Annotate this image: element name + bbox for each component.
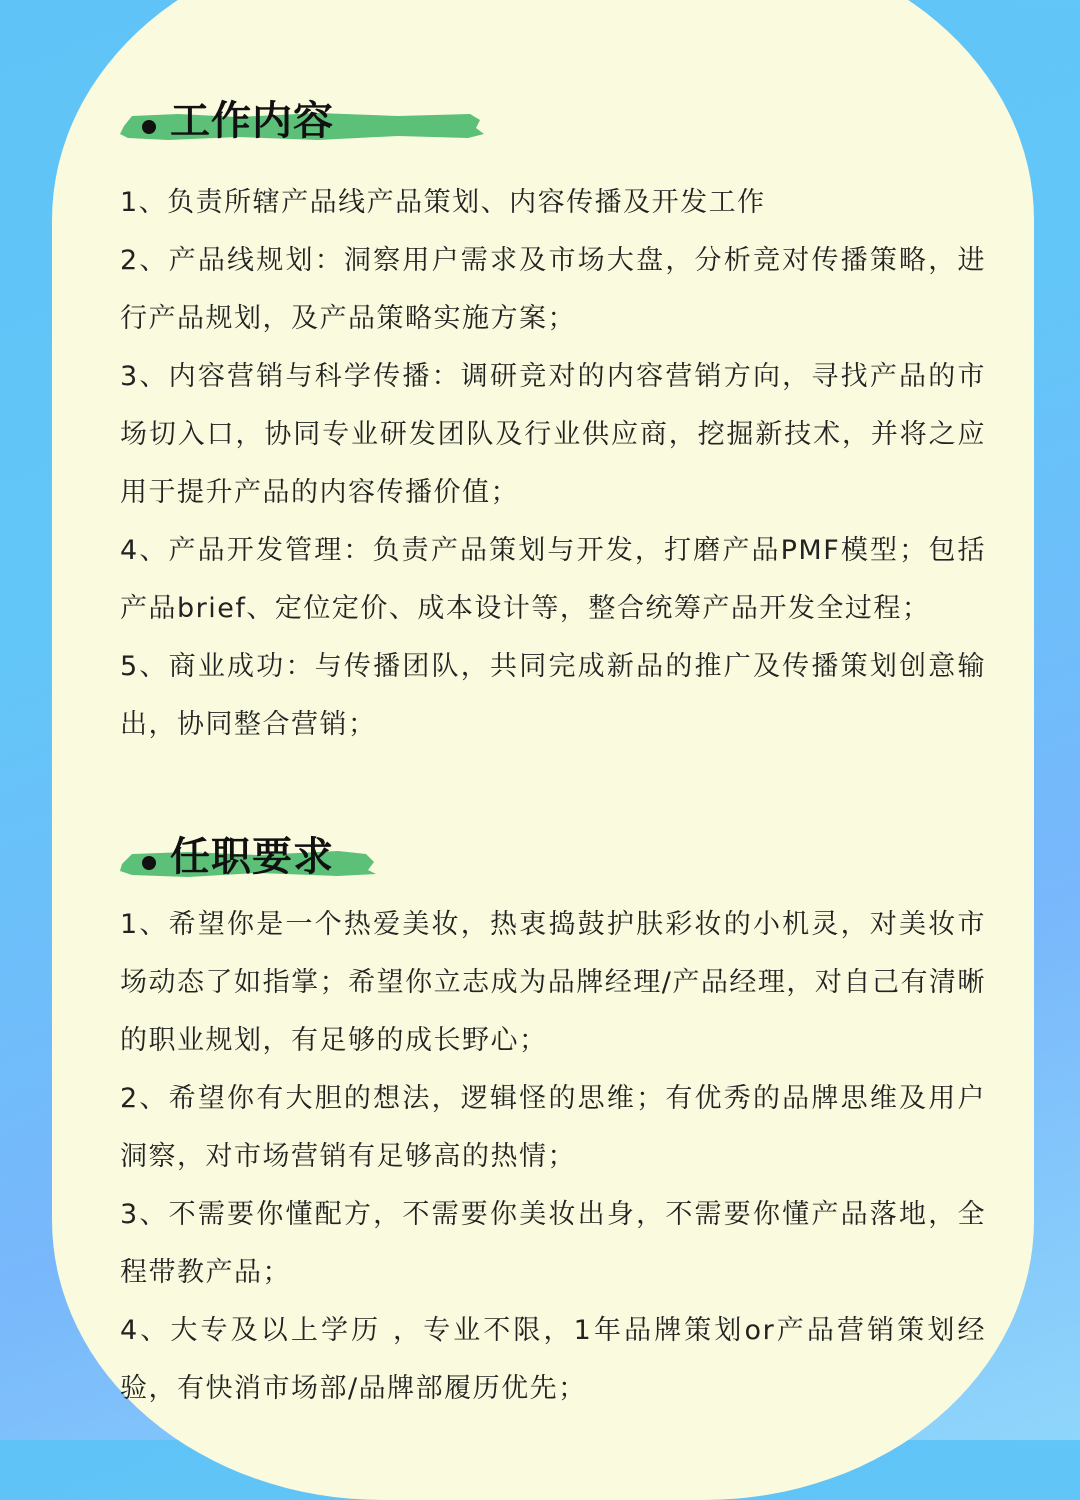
list-item: 3、内容营销与科学传播：调研竞对的内容营销方向，寻找产品的市场切入口，协同专业研发团队及行业供应商，挖掘新技术，并将之应用于提升产品的内容传播价值； [120, 361, 986, 508]
job-content-list [120, 174, 986, 754]
list-item: 4、产品开发管理：负责产品策划与开发，打磨产品PMF模型；包括产品brief、定位定价、成本设计等，整合统筹产品开发全过程； [120, 535, 986, 624]
list-item: 1、希望你是一个热爱美妆，热衷捣鼓护肤彩妆的小机灵，对美妆市场动态了如指掌；希望你立志成为品牌经理/产品经理，对自己有清晰的职业规划，有足够的成长野心； [120, 909, 986, 1056]
requirements-list [120, 896, 986, 1418]
list-item: 2、希望你有大胆的想法，逻辑怪的思维；有优秀的品牌思维及用户洞察，对市场营销有足够高的热情； [120, 1083, 986, 1172]
list-item: 3、不需要你懂配方，不需要你美妆出身，不需要你懂产品落地，全程带教产品； [120, 1199, 986, 1288]
list-item: 1、负责所辖产品线产品策划、内容传播及开发工作 [120, 187, 766, 218]
list-item: 5、商业成功：与传播团队，共同完成新品的推广及传播策划创意输出，协同整合营销； [120, 651, 986, 740]
section-heading-requirements [118, 832, 388, 892]
section-heading-job-content [118, 96, 488, 156]
bullet-dot-icon [142, 120, 156, 134]
section-title: 工作内容 [170, 98, 334, 144]
list-item: 4、大专及以上学历 ，专业不限，1年品牌策划or产品营销策划经验，有快消市场部/品牌部履历优先； [120, 1315, 986, 1404]
bullet-dot-icon [142, 856, 156, 870]
section-title: 任职要求 [170, 834, 334, 880]
list-item: 2、产品线规划：洞察用户需求及市场大盘，分析竞对传播策略，进行产品规划，及产品策略实施方案； [120, 245, 986, 334]
